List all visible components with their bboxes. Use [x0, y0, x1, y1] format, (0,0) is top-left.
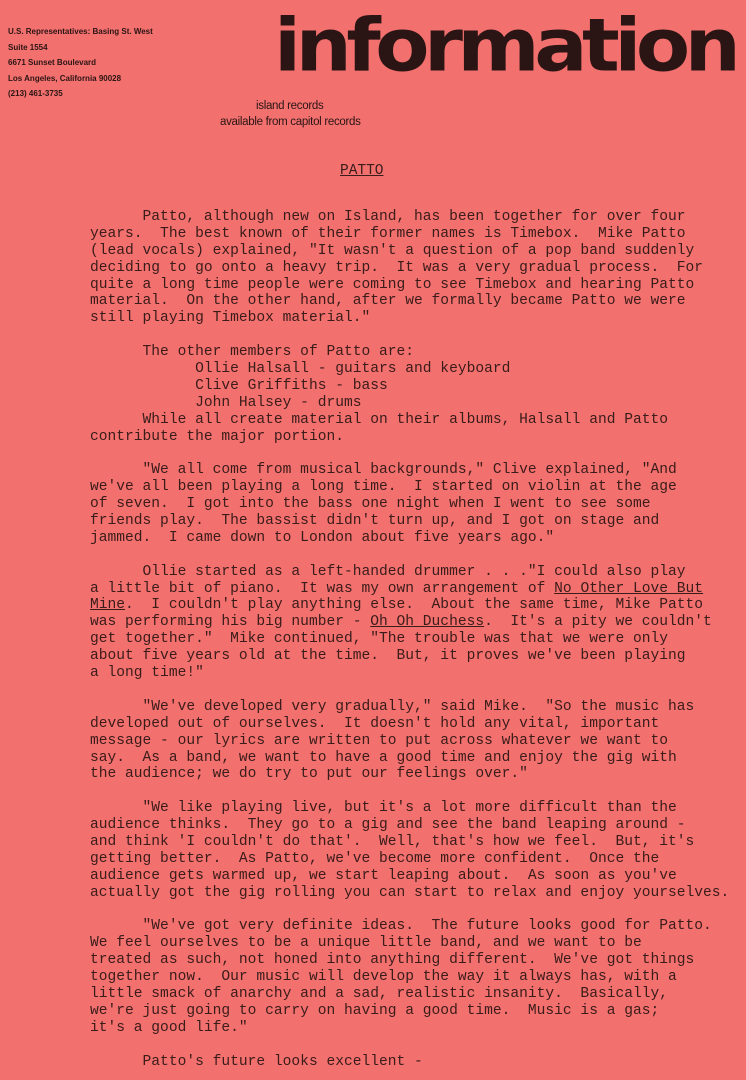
text-line: Ollie Halsall - guitars and keyboard [90, 361, 511, 378]
paragraph [90, 1054, 746, 1071]
paragraph-group-intro [90, 209, 746, 564]
text-line: Patto, although new on Island, has been together for over four [90, 209, 686, 225]
text-line: together now. Our music will develop the way it always has, with a [90, 969, 677, 986]
text-line: John Halsey - drums [90, 394, 362, 411]
logo-label-island: island records [256, 100, 324, 112]
text-segment: . It's a pity we couldn't [484, 614, 712, 631]
text-line: of seven. I got into the bass one night when I went to see some [90, 496, 651, 513]
text-line: a long time!" [90, 665, 204, 682]
address-line: Suite 1554 [8, 42, 48, 52]
paragraph [90, 462, 746, 563]
song-title-underlined: Oh Oh Duchess [370, 614, 485, 631]
document-title: PATTO [340, 163, 384, 179]
text-line: Patto's future looks excellent - [90, 1053, 423, 1070]
paragraph [90, 699, 746, 800]
text-line: "We like playing live, but it's a lot more difficult than the [90, 800, 677, 817]
text-line: it's a good life." [90, 1019, 248, 1036]
text-line: Clive Griffiths - bass [90, 377, 388, 394]
text-line [90, 614, 746, 631]
text-line [90, 581, 746, 598]
text-line: about five years old at the time. But, it proves we've been playing [90, 648, 686, 665]
text-line: we're just going to carry on having a good time. Music is a gas; [90, 1002, 660, 1019]
text-line: contribute the major portion. [90, 428, 344, 445]
text-line: "We all come from musical backgrounds," Clive explained, "And [90, 462, 677, 479]
paragraph [90, 209, 746, 344]
text-line: audience thinks. They go to a gig and see the band leaping around - [90, 817, 686, 834]
song-title-underlined: Mine [90, 597, 126, 614]
text-segment: . I couldn't play anything else. About the same time, Mike Patto [125, 597, 704, 614]
text-line: years. The best known of their former names is Timebox. Mike Patto [90, 225, 686, 242]
text-line: We feel ourselves to be a unique little band, and we want to be [90, 935, 642, 952]
text-line: actually got the gig rolling you can start to relax and enjoy yourselves. [90, 884, 730, 901]
text-line: treated as such, not honed into anything different. We've got things [90, 952, 695, 969]
address-line: 6671 Sunset Boulevard [8, 58, 97, 68]
text-line: still playing Timebox material." [90, 310, 371, 327]
text-line: audience gets warmed up, we start leaping about. As soon as you've [90, 867, 677, 884]
text-line: Ollie started as a left-handed drummer . . ."I could also play [90, 563, 686, 580]
text-line: we've all been playing a long time. I started on violin at the age [90, 479, 677, 496]
text-line: and think 'I couldn't do that'. Well, that's how we feel. But, it's [90, 833, 695, 850]
paragraph-ollie [90, 564, 746, 699]
text-segment: a little bit of piano. It was my own arrangement of [90, 580, 555, 597]
text-line: developed out of ourselves. It doesn't hold any vital, important [90, 715, 660, 732]
paragraph [90, 344, 746, 462]
text-segment: was performing his big number - [90, 614, 371, 631]
address-line: (213) 461-3735 [8, 89, 63, 99]
text-line: deciding to go onto a heavy trip. It was a very gradual process. For [90, 259, 704, 276]
text-line: (lead vocals) explained, "It wasn't a question of a pop band suddenly [90, 242, 695, 259]
text-line: get together." Mike continued, "The trouble was that we were only [90, 631, 669, 648]
address-line: Los Angeles, California 90028 [8, 73, 122, 83]
text-line: quite a long time people were coming to see Timebox and hearing Patto [90, 276, 695, 293]
song-title-underlined: No Other Love But [554, 580, 704, 597]
text-line: little smack of anarchy and a sad, realistic insanity. Basically, [90, 985, 669, 1002]
text-line: "We've developed very gradually," said Mike. "So the music has [90, 698, 695, 715]
address-line: U.S. Representatives: Basing St. West [8, 27, 153, 36]
text-line [90, 597, 746, 614]
text-line: message - our lyrics are written to put across whatever we want to [90, 732, 669, 749]
paragraph [90, 800, 746, 918]
information-logo: information [274, 3, 736, 89]
text-line: jammed. I came down to London about five years ago." [90, 529, 555, 546]
text-line: friends play. The bassist didn't turn up, and I got on stage and [90, 513, 660, 530]
text-line: material. On the other hand, after we formally became Patto we were [90, 293, 686, 310]
text-line: the audience; we do try to put our feelings over." [90, 766, 528, 783]
text-line: say. As a band, we want to have a good time and enjoy the gig with [90, 749, 677, 766]
letterhead-address [8, 24, 153, 102]
text-line: "We've got very definite ideas. The future looks good for Patto. [90, 918, 712, 935]
text-line: While all create material on their albums, Halsall and Patto [90, 411, 669, 428]
logo-label-capitol: available from capitol records [220, 116, 361, 128]
paragraph [90, 918, 746, 1053]
paragraph-group-quotes [90, 699, 746, 1071]
document-body [90, 209, 746, 1070]
text-line: getting better. As Patto, we've become more confident. Once the [90, 850, 660, 867]
text-line: The other members of Patto are: [90, 344, 415, 361]
